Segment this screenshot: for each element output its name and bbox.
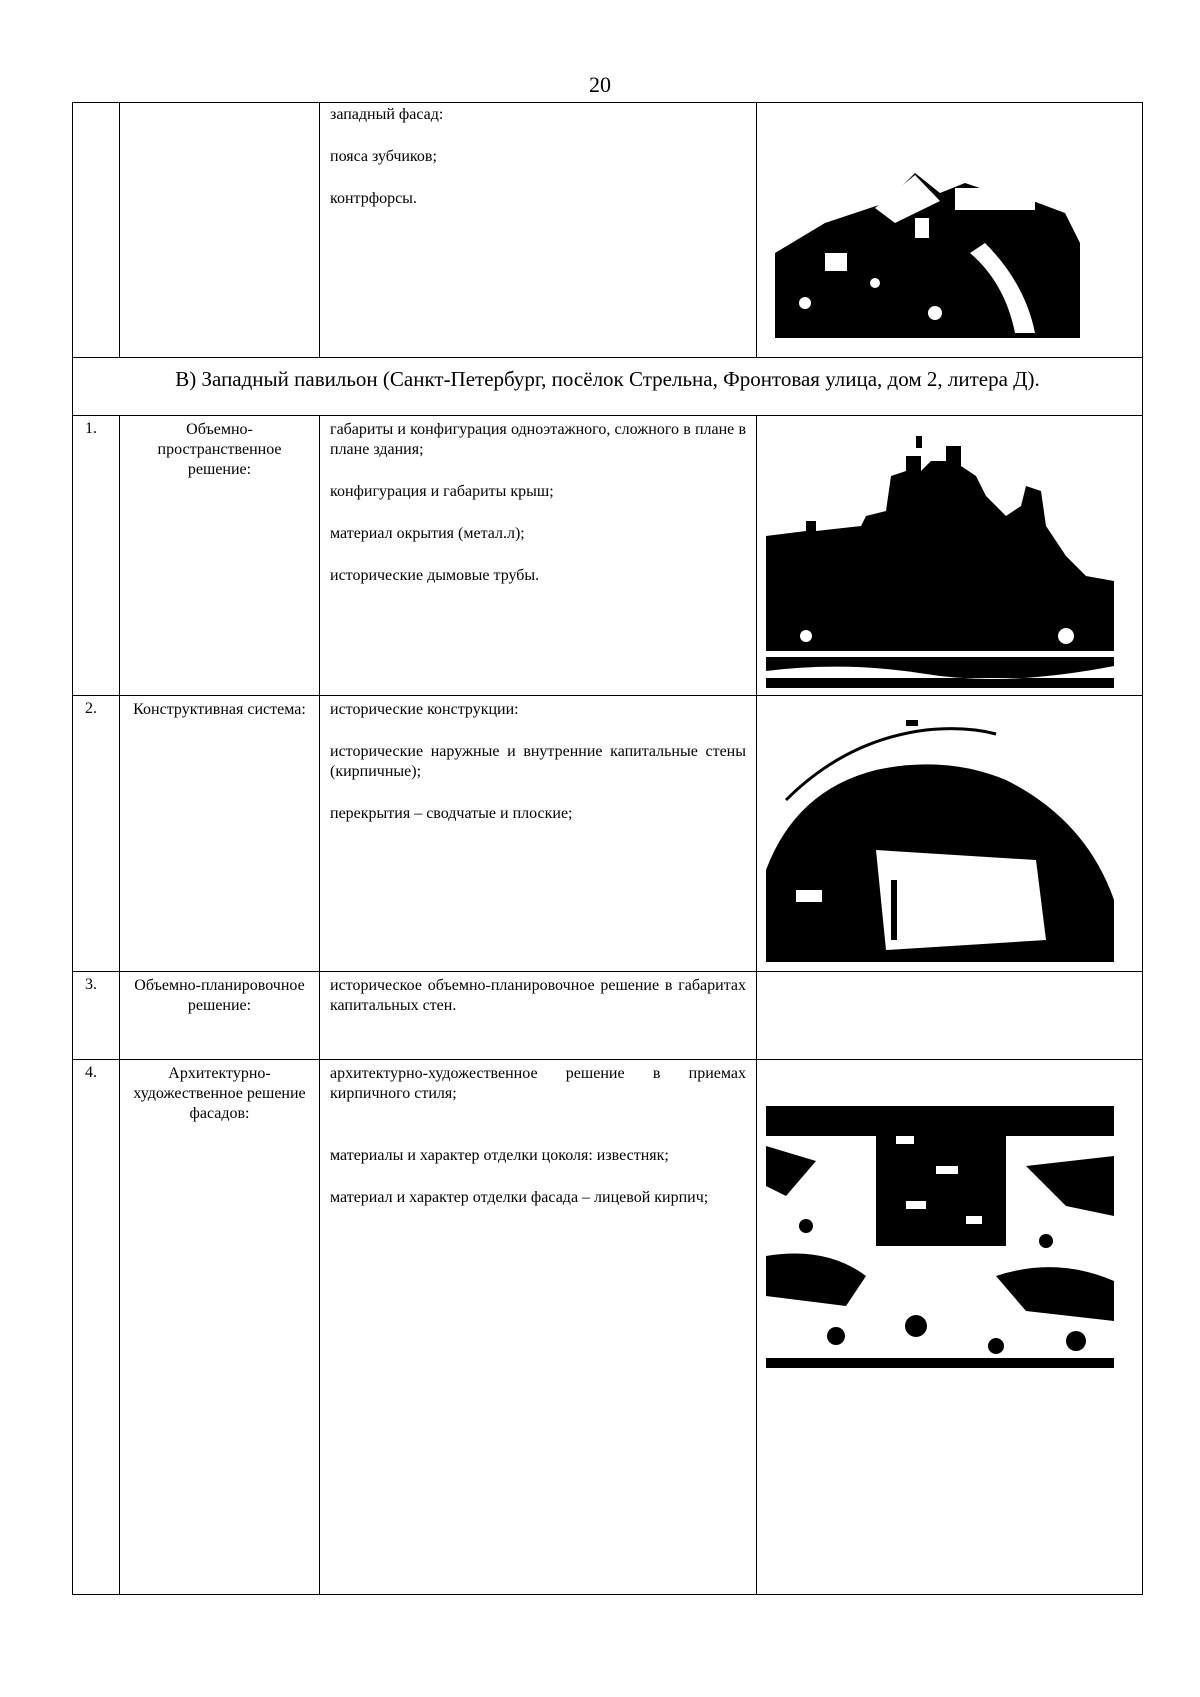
list-item: перекрытия – сводчатые и плоские; [330,805,573,822]
list-item: материал окрытия (метал.л); [330,525,525,542]
list-item: историческое объемно-планировочное решение в габаритах капитальных стен. [330,977,746,1014]
row-name: Конструктивная система: [133,701,306,718]
number-cell [73,1060,119,1594]
description-cell [319,972,756,1059]
description-cell [319,103,756,357]
number-cell [73,103,119,357]
brick-wall-detail-photo [766,1106,1114,1368]
vaulted-arch-photo [766,700,1114,962]
page-number: 20 [589,72,611,97]
list-item: конфигурация и габариты крыш; [330,483,554,500]
table-row [73,695,1142,971]
name-cell [119,103,319,357]
row-number: 4. [85,1064,97,1081]
list-item: габариты и конфигурация одноэтажного, сложного в плане в плане здания; [330,421,746,458]
photo-cell [756,972,1142,1059]
description-cell [319,696,756,971]
list-item: архитектурно-художественное решение в приемах кирпичного стиля; [330,1065,746,1102]
row-number: 3. [85,976,97,993]
name-cell [119,972,319,1059]
name-cell [119,1060,319,1594]
description-cell [319,416,756,695]
number-cell [73,416,119,695]
list-item: контрфорсы. [330,190,417,207]
name-cell [119,696,319,971]
pavilion-roof-chimneys-photo [766,436,1114,688]
table-row [73,415,1142,695]
photo-cell [756,1060,1142,1594]
list-item: пояса зубчиков; [330,148,437,165]
list-item: материалы и характер отделки цоколя: известняк; [330,1147,669,1164]
heritage-table [72,102,1143,1595]
section-heading-row [73,357,1142,415]
list-item: исторические конструкции: [330,701,519,718]
row-number: 1. [85,420,97,437]
building-facade-photo [765,163,1090,351]
list-item: западный фасад: [330,106,444,123]
list-item: материал и характер отделки фасада – лицевой кирпич; [330,1189,709,1206]
photo-cell [756,103,1142,357]
number-cell [73,696,119,971]
row-name: Объемно-планировочное решение: [134,977,305,1014]
section-title: В) Западный павильон (Санкт-Петербург, посёлок Стрельна, Фронтовая улица, дом 2, литера Д). [175,367,1040,391]
photo-cell [756,416,1142,695]
table-row [73,1059,1142,1594]
row-number: 2. [85,700,97,717]
name-cell [119,416,319,695]
number-cell [73,972,119,1059]
description-cell [319,1060,756,1594]
row-name: Архитектурно-художественное решение фасадов: [133,1065,306,1122]
row-name: Объемно-пространственное решение: [157,421,282,478]
table-row [73,103,1142,357]
list-item: исторические наружные и внутренние капитальные стены (кирпичные); [330,743,746,780]
photo-cell [756,696,1142,971]
table-row [73,971,1142,1059]
list-item: исторические дымовые трубы. [330,567,540,584]
